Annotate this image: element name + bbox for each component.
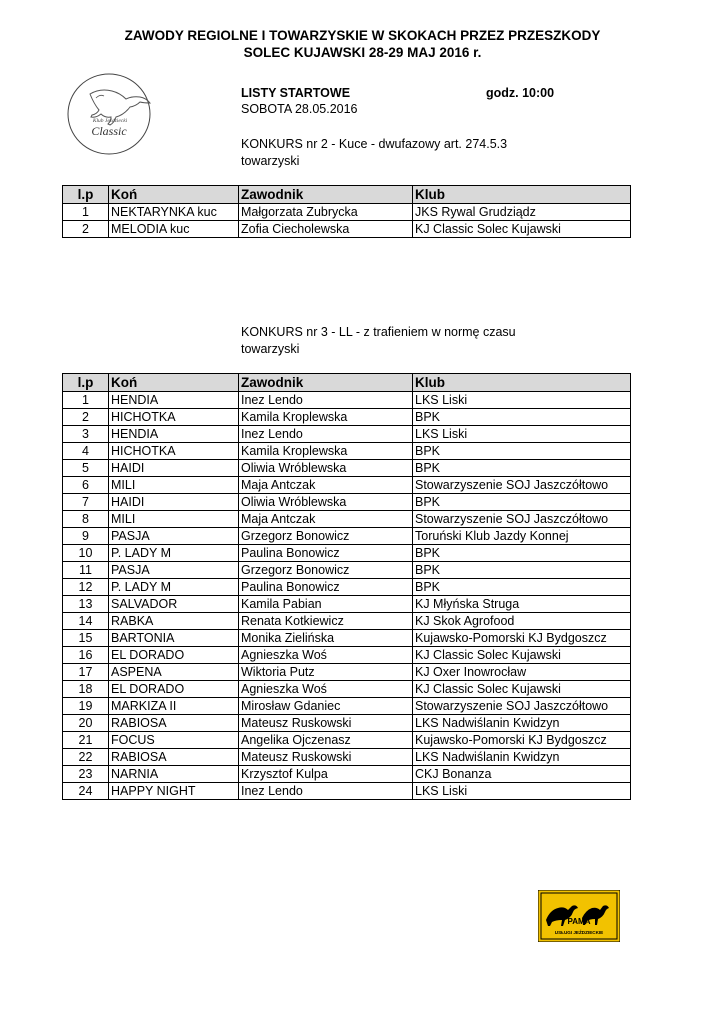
- rider-cell: Inez Lendo: [239, 426, 413, 443]
- start-number-cell: 19: [63, 698, 109, 715]
- start-number-cell: 13: [63, 596, 109, 613]
- start-number-cell: 9: [63, 528, 109, 545]
- table-row: [63, 221, 631, 238]
- rider-cell: Oliwia Wróblewska: [239, 494, 413, 511]
- rider-cell: Agnieszka Woś: [239, 681, 413, 698]
- horse-cell: MILI: [109, 477, 239, 494]
- start-number-cell: 2: [63, 409, 109, 426]
- column-header: Koń: [109, 374, 239, 392]
- rider-cell: Mirosław Gdaniec: [239, 698, 413, 715]
- table-row: [63, 528, 631, 545]
- table-row: [63, 715, 631, 732]
- rider-cell: Zofia Ciecholewska: [239, 221, 413, 238]
- horse-cell: RABKA: [109, 613, 239, 630]
- table-row: [63, 647, 631, 664]
- horse-cell: SALVADOR: [109, 596, 239, 613]
- table-row: [63, 545, 631, 562]
- table-row: [63, 392, 631, 409]
- club-cell: Kujawsko-Pomorski KJ Bydgoszcz: [413, 630, 631, 647]
- competition-2-start-list: [62, 185, 631, 238]
- horse-cell: PASJA: [109, 528, 239, 545]
- start-number-cell: 12: [63, 579, 109, 596]
- horse-cell: FOCUS: [109, 732, 239, 749]
- start-number-cell: 10: [63, 545, 109, 562]
- club-cell: BPK: [413, 494, 631, 511]
- start-number-cell: 1: [63, 204, 109, 221]
- column-header: Klub: [413, 186, 631, 204]
- logo-club-name: Classic: [91, 124, 127, 138]
- club-cell: KJ Classic Solec Kujawski: [413, 681, 631, 698]
- start-number-cell: 11: [63, 562, 109, 579]
- horse-cell: HICHOTKA: [109, 443, 239, 460]
- column-header: Zawodnik: [239, 374, 413, 392]
- horse-cell: HENDIA: [109, 392, 239, 409]
- rider-cell: Krzysztof Kulpa: [239, 766, 413, 783]
- club-cell: KJ Skok Agrofood: [413, 613, 631, 630]
- rider-cell: Paulina Bonowicz: [239, 545, 413, 562]
- table-row: [63, 749, 631, 766]
- club-cell: LKS Liski: [413, 426, 631, 443]
- club-cell: Stowarzyszenie SOJ Jaszczółtowo: [413, 511, 631, 528]
- club-cell: BPK: [413, 460, 631, 477]
- horse-cell: HICHOTKA: [109, 409, 239, 426]
- club-cell: Stowarzyszenie SOJ Jaszczółtowo: [413, 477, 631, 494]
- competition-2-title: KONKURS nr 2 - Kuce - dwufazowy art. 274.5.3: [241, 137, 508, 151]
- club-cell: KJ Młyńska Struga: [413, 596, 631, 613]
- rider-cell: Kamila Kroplewska: [239, 443, 413, 460]
- start-number-cell: 15: [63, 630, 109, 647]
- table-row: [63, 698, 631, 715]
- start-number-cell: 17: [63, 664, 109, 681]
- start-number-cell: 14: [63, 613, 109, 630]
- horse-cell: BARTONIA: [109, 630, 239, 647]
- document-subtitle: SOLEC KUJAWSKI 28-29 MAJ 2016 r.: [243, 45, 482, 60]
- horse-cell: HAPPY NIGHT: [109, 783, 239, 800]
- column-header: l.p: [63, 186, 109, 204]
- start-time: godz. 10:00: [486, 86, 555, 100]
- column-header: Klub: [413, 374, 631, 392]
- table-row: [63, 613, 631, 630]
- start-number-cell: 23: [63, 766, 109, 783]
- start-number-cell: 1: [63, 392, 109, 409]
- horse-cell: HENDIA: [109, 426, 239, 443]
- horse-cell: EL DORADO: [109, 647, 239, 664]
- club-cell: LKS Liski: [413, 783, 631, 800]
- horse-cell: ASPENA: [109, 664, 239, 681]
- document-title: ZAWODY REGIOLNE I TOWARZYSKIE W SKOKACH PRZEZ PRZESZKODY: [124, 28, 601, 43]
- table-header-row: [63, 186, 631, 204]
- start-number-cell: 2: [63, 221, 109, 238]
- rider-cell: Renata Kotkiewicz: [239, 613, 413, 630]
- sponsor-name: PAMA: [567, 917, 591, 926]
- table-row: [63, 562, 631, 579]
- rider-cell: Małgorzata Zubrycka: [239, 204, 413, 221]
- column-header: Zawodnik: [239, 186, 413, 204]
- rider-cell: Inez Lendo: [239, 392, 413, 409]
- start-number-cell: 22: [63, 749, 109, 766]
- rider-cell: Paulina Bonowicz: [239, 579, 413, 596]
- rider-cell: Grzegorz Bonowicz: [239, 528, 413, 545]
- table-row: [63, 477, 631, 494]
- table-row: [63, 443, 631, 460]
- sponsor-tagline: USŁUGI JEŹDZIECKIE: [554, 930, 604, 935]
- start-number-cell: 16: [63, 647, 109, 664]
- table-row: [63, 732, 631, 749]
- list-title: LISTY STARTOWE: [241, 86, 351, 100]
- rider-cell: Mateusz Ruskowski: [239, 715, 413, 732]
- horse-cell: RABIOSA: [109, 715, 239, 732]
- rider-cell: Kamila Pabian: [239, 596, 413, 613]
- rider-cell: Maja Antczak: [239, 477, 413, 494]
- rider-cell: Oliwia Wróblewska: [239, 460, 413, 477]
- club-cell: LKS Liski: [413, 392, 631, 409]
- start-number-cell: 21: [63, 732, 109, 749]
- table-row: [63, 579, 631, 596]
- rider-cell: Maja Antczak: [239, 511, 413, 528]
- logo-club-small: Klub Jeździecki: [92, 118, 128, 124]
- table-row: [63, 426, 631, 443]
- competition-2-subtitle: towarzyski: [241, 154, 300, 168]
- rider-cell: Mateusz Ruskowski: [239, 749, 413, 766]
- club-cell: CKJ Bonanza: [413, 766, 631, 783]
- club-cell: BPK: [413, 443, 631, 460]
- start-number-cell: 24: [63, 783, 109, 800]
- horse-cell: MELODIA kuc: [109, 221, 239, 238]
- table-row: [63, 409, 631, 426]
- club-cell: LKS Nadwiślanin Kwidzyn: [413, 715, 631, 732]
- horse-cell: HAIDI: [109, 494, 239, 511]
- rider-cell: Grzegorz Bonowicz: [239, 562, 413, 579]
- start-number-cell: 3: [63, 426, 109, 443]
- rider-cell: Inez Lendo: [239, 783, 413, 800]
- rider-cell: Wiktoria Putz: [239, 664, 413, 681]
- rider-cell: Kamila Kroplewska: [239, 409, 413, 426]
- club-cell: Toruński Klub Jazdy Konnej: [413, 528, 631, 545]
- table-row: [63, 783, 631, 800]
- table-row: [63, 204, 631, 221]
- start-number-cell: 4: [63, 443, 109, 460]
- horse-cell: MILI: [109, 511, 239, 528]
- horse-cell: P. LADY M: [109, 579, 239, 596]
- start-number-cell: 5: [63, 460, 109, 477]
- horse-cell: NEKTARYNKA kuc: [109, 204, 239, 221]
- table-row: [63, 596, 631, 613]
- club-cell: JKS Rywal Grudziądz: [413, 204, 631, 221]
- club-cell: BPK: [413, 579, 631, 596]
- horse-cell: MARKIZA II: [109, 698, 239, 715]
- event-date: SOBOTA 28.05.2016: [241, 102, 358, 116]
- club-cell: Kujawsko-Pomorski KJ Bydgoszcz: [413, 732, 631, 749]
- rider-cell: Angelika Ojczenasz: [239, 732, 413, 749]
- competition-3-start-list: [62, 373, 631, 800]
- column-header: Koń: [109, 186, 239, 204]
- horse-cell: RABIOSA: [109, 749, 239, 766]
- club-cell: LKS Nadwiślanin Kwidzyn: [413, 749, 631, 766]
- table-row: [63, 630, 631, 647]
- club-cell: Stowarzyszenie SOJ Jaszczółtowo: [413, 698, 631, 715]
- horse-cell: EL DORADO: [109, 681, 239, 698]
- table-row: [63, 460, 631, 477]
- horse-cell: P. LADY M: [109, 545, 239, 562]
- start-number-cell: 7: [63, 494, 109, 511]
- rider-cell: Monika Zielińska: [239, 630, 413, 647]
- competition-3-subtitle: towarzyski: [241, 342, 300, 356]
- club-cell: BPK: [413, 545, 631, 562]
- table-row: [63, 494, 631, 511]
- rider-cell: Agnieszka Woś: [239, 647, 413, 664]
- table-row: [63, 664, 631, 681]
- table-header-row: [63, 374, 631, 392]
- pama-sponsor-logo: [538, 890, 620, 942]
- table-row: [63, 681, 631, 698]
- horse-cell: PASJA: [109, 562, 239, 579]
- start-number-cell: 20: [63, 715, 109, 732]
- club-cell: KJ Oxer Inowrocław: [413, 664, 631, 681]
- club-cell: KJ Classic Solec Kujawski: [413, 647, 631, 664]
- competition-3-title: KONKURS nr 3 - LL - z trafieniem w normę czasu: [241, 325, 516, 339]
- table-row: [63, 766, 631, 783]
- club-cell: BPK: [413, 409, 631, 426]
- start-number-cell: 18: [63, 681, 109, 698]
- club-cell: KJ Classic Solec Kujawski: [413, 221, 631, 238]
- column-header: l.p: [63, 374, 109, 392]
- start-number-cell: 8: [63, 511, 109, 528]
- horse-cell: NARNIA: [109, 766, 239, 783]
- start-number-cell: 6: [63, 477, 109, 494]
- club-cell: BPK: [413, 562, 631, 579]
- horse-cell: HAIDI: [109, 460, 239, 477]
- club-classic-logo: [62, 64, 162, 160]
- table-row: [63, 511, 631, 528]
